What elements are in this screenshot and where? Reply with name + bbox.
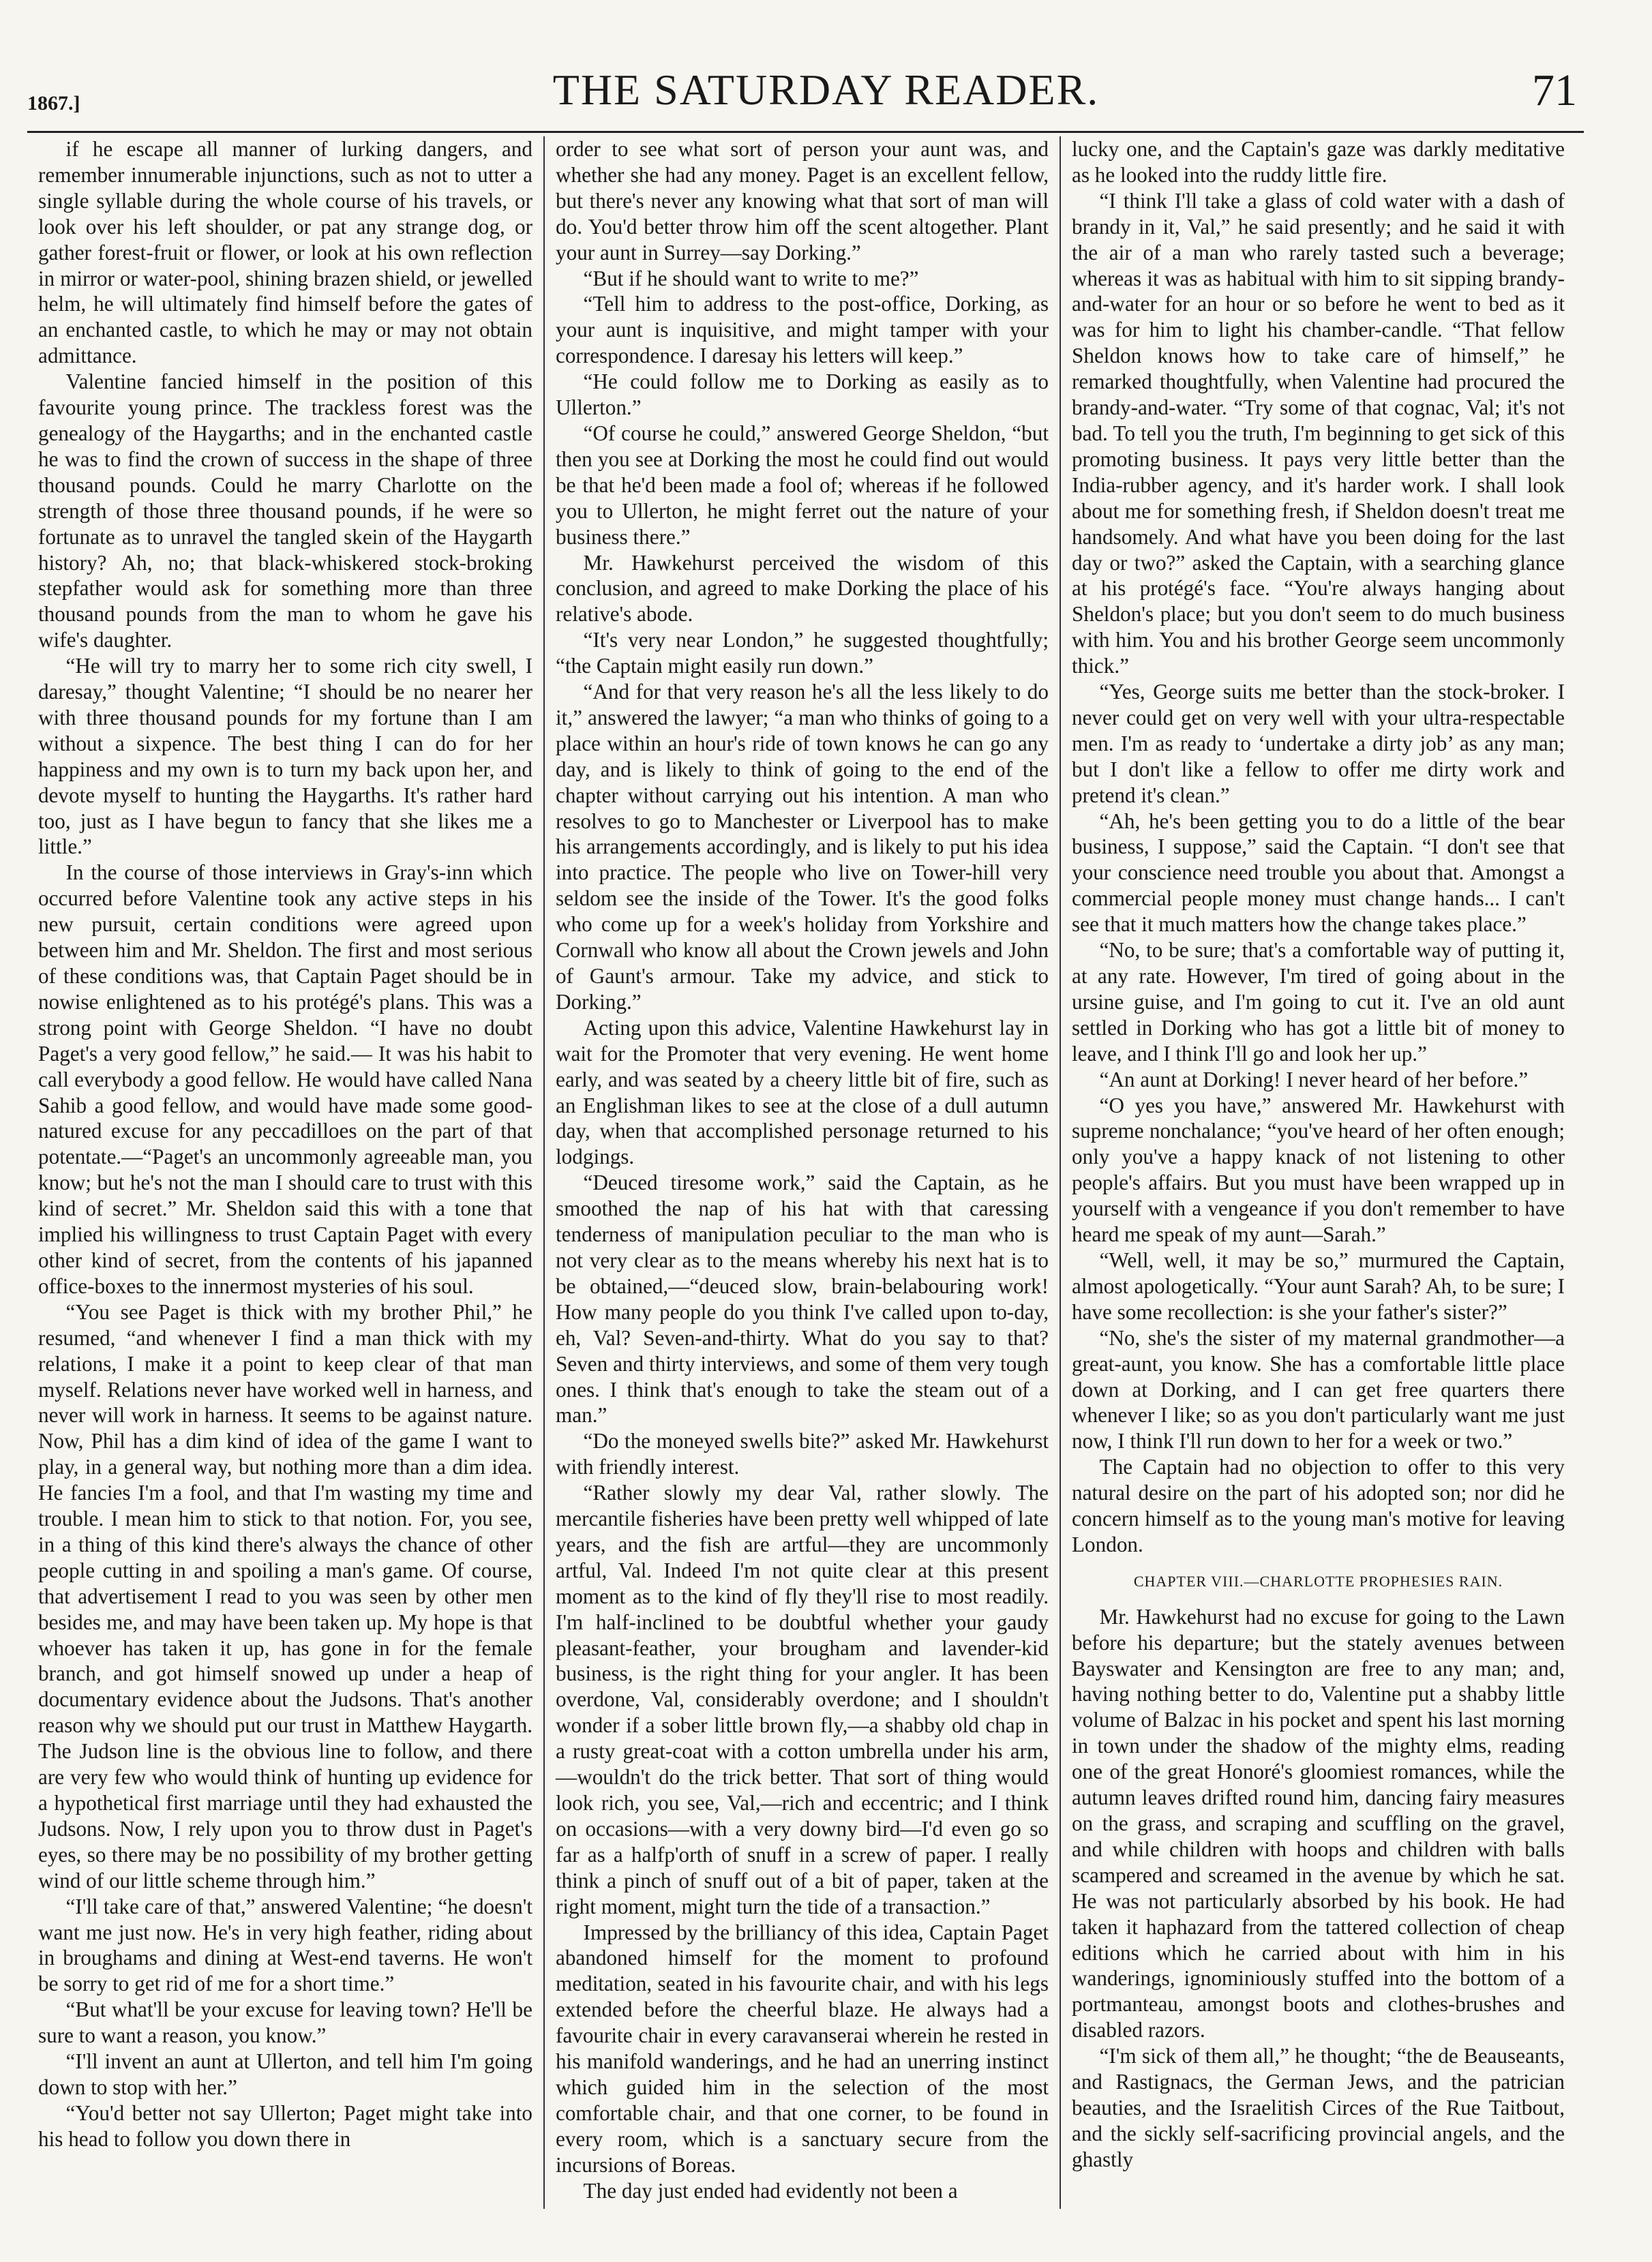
paragraph: lucky one, and the Captain's gaze was darkly meditative as he looked into the ruddy little fire. [1072, 137, 1565, 187]
paragraph: “But what'll be your excuse for leaving town? He'll be sure to want a reason, you know.” [38, 1997, 532, 2048]
header-year: 1867.] [27, 92, 80, 115]
paragraph: “I'll take care of that,” answered Valentine; “he doesn't want me just now. He's in very high feather, riding about in broughams and dining at West-end taverns. He won't be sorry to get rid of me for a short time.” [38, 1894, 532, 1996]
paragraph: In the course of those interviews in Gray's-inn which occurred before Valentine took any active steps in his new pursuit, certain conditions were agreed upon between him and Mr. Sheldon. The first and most serious of these conditions was, that Captain Paget should be in nowise enlightened as to his protégé's plans. This was a strong point with George Sheldon. “I have no doubt Paget's a very good fellow,” he said.— It was his habit to call everybody a good fellow. He would have called Nana Sahib a good fellow, and would have made some good-natured excuse for any peccadilloes on the part of that potentate.—“Paget's an uncommonly agreeable man, you know; but he's not the man I should care to trust with this kind of secret.” Mr. Sheldon said this with a tone that implied his willingness to trust Captain Paget with every other kind of secret, from the contents of his japanned office-boxes to the innermost mysteries of his soul. [38, 860, 532, 1298]
paragraph: “No, she's the sister of my maternal grandmother—a great-aunt, you know. She has a comfortable little place down at Dorking, and I can get free quarters there whenever I like; so as you don't particularly want me just now, I think I'll run down to her for a week or two.” [1072, 1325, 1565, 1453]
paragraph: “Yes, George suits me better than the stock-broker. I never could get on very well with your ultra-respectable men. I'm as ready to ‘undertake a dirty job’ as any man; but I don't like a fellow to offer me dirty work and pretend it's clean.” [1072, 680, 1565, 807]
column-3 [1060, 136, 1576, 2209]
paragraph: if he escape all manner of lurking dangers, and remember innumerable injunctions, such as not to utter a single syllable during the whole course of his travels, or look over his left shoulder, or pat any strange dog, or gather forest-fruit or flower, or look at his own reflection in mirror or water-pool, shining brazen shield, or jewelled helm, he will ultimately find himself before the gates of an enchanted castle, to which he may or may not obtain admittance. [38, 137, 532, 368]
paragraph: “It's very near London,” he suggested thoughtfully; “the Captain might easily run down.” [556, 628, 1049, 678]
paragraph: “Of course he could,” answered George Sheldon, “but then you see at Dorking the most he could find out would be that he'd been made a fool of; whereas if he followed you to Ullerton, he might ferret out the nature of your business there.” [556, 421, 1049, 549]
header-rule [27, 131, 1584, 133]
column-1 [27, 136, 543, 2209]
paragraph: The Captain had no objection to offer to this very natural desire on the part of his adopted son; nor did he concern himself as to the young man's motive for leaving London. [1072, 1455, 1565, 1556]
paragraph: “No, to be sure; that's a comfortable way of putting it, at any rate. However, I'm tired of going about in the ursine guise, and I'm going to cut it. I've an old aunt settled in Dorking who has got a little bit of money to leave, and I think I'll go and look her up.” [1072, 938, 1565, 1066]
paragraph: The day just ended had evidently not been a [583, 2178, 958, 2203]
paragraph: Mr. Hawkehurst had no excuse for going to the Lawn before his departure; but the stately avenues between Bayswater and Kensington are free to any man; and, having nothing better to do, Valentine put a shabby little volume of Balzac in his pocket and spent his last morning in town under the shadow of the mighty elms, reading one of the great Honoré's gloomiest romances, while the autumn leaves drifted round him, dancing fairy measures on the grass, and scraping and scuffling on the gravel, and while children with hoops and children with balls scampered and screamed in the avenue by which he sat. He was not particularly absorbed by his book. He had taken it haphazard from the tattered collection of cheap editions which he carried about with him in his wanderings, ignominiously stuffed into the bottom of a portmanteau, amongst boots and clothes-brushes and disabled razors. [1072, 1604, 1565, 2042]
publication-title: THE SATURDAY READER. [552, 65, 1100, 114]
paragraph: “I'm sick of them all,” he thought; “the de Beauseants, and Rastignacs, the German Jews, and the patrician beauties, and the Israelitish Circes of the Rue Taitbout, and the sickly self-sacrificing provincial angels, and the ghastly [1072, 2044, 1565, 2171]
paragraph: “You'd better not say Ullerton; Paget might take into his head to follow you down there in [38, 2100, 532, 2151]
paragraph: Mr. Hawkehurst perceived the wisdom of this conclusion, and agreed to make Dorking the place of his relative's abode. [556, 550, 1049, 627]
paragraph: “And for that very reason he's all the less likely to do it,” answered the lawyer; “a man who thinks of going to a place within an hour's ride of town knows he can go any day, and is likely to think of going to the end of the chapter without carrying out his intention. A man who resolves to go to Manchester or Liverpool has to make his arrangements accordingly, and is likely to put his idea into practice. The people who live on Tower-hill very seldom see the inside of the Tower. It's the good folks who come up for a week's holiday from Yorkshire and Cornwall who know all about the Crown jewels and John of Gaunt's armour. Take my advice, and stick to Dorking.” [556, 680, 1049, 1014]
paragraph: “Do the moneyed swells bite?” asked Mr. Hawkehurst with friendly interest. [556, 1429, 1049, 1479]
paragraph: “But if he should want to write to me?” [583, 266, 919, 290]
paragraph: “Deuced tiresome work,” said the Captain, as he smoothed the nap of his hat with that caressing tenderness of manipulation peculiar to the man who is not very clear as to the means whereby his next hat is to be obtained,—“deuced slow, brain-belabouring work! How many people do you think I've called upon to-day, eh, Val? Seven-and-thirty. What do you say to that? Seven and thirty interviews, and some of them very tough ones. I think that's enough to take the steam out of a man.” [556, 1171, 1049, 1428]
paragraph: “Well, well, it may be so,” murmured the Captain, almost apologetically. “Your aunt Sarah? Ah, to be sure; I have some recollection: is she your father's sister?” [1072, 1248, 1565, 1324]
paragraph: “I think I'll take a glass of cold water with a dash of brandy in it, Val,” he said presently; and he said it with the air of a man who rarely tasted such a beverage; whereas it was as habitual with him to sit sipping brandy-and-water for an hour or so before he went to bed as it was for him to light his chamber-candle. “That fellow Sheldon knows how to take care of himself,” he remarked thoughtfully, when Valentine had procured the brandy-and-water. “Try some of that cognac, Val; it's not bad. To tell you the truth, I'm beginning to get sick of this promoting business. It pays very little better than the India-rubber agency, and it's harder work. I shall look about me for something fresh, if Sheldon doesn't treat me handsomely. And what have you been doing for the last day or two?” asked the Captain, with a searching glance at his protégé's face. “You're always hanging about Sheldon's place; but you don't seem to do much business with him. You and his brother George seem uncommonly thick.” [1072, 188, 1565, 678]
column-2 [543, 136, 1060, 2209]
paragraph: “An aunt at Dorking! I never heard of her before.” [1099, 1067, 1529, 1091]
paragraph: “Rather slowly my dear Val, rather slowly. The mercantile fisheries have been pretty well whipped of late years, and the fish are artful—they are uncommonly artful, Val. Indeed I'm not quite clear at this present moment as to the kind of fly they'll rise to most readily. I'm half-inclined to be doubtful whether your gaudy pleasant-feather, your brougham and lavender-kid business, is the right thing for your angler. It has been overdone, Val, considerably overdone; and I shouldn't wonder if a sober little brown fly,—a shabby old chap in a rusty great-coat with a cotton umbrella under his arm,—wouldn't do the trick better. That sort of thing would look rich, you see, Val,—rich and eccentric; and I think on occasions—with a very downy bird—I'd even go so far as a halfp'orth of snuff in a screw of paper. I really think a pinch of snuff out of a bit of paper, taken at the right moment, might turn the tide of a transaction.” [556, 1481, 1049, 1918]
paragraph: “He will try to marry her to some rich city swell, I daresay,” thought Valentine; “I should be no nearer her with three thousand pounds for my fortune than I am without a sixpence. The best thing I can do for her happiness and my own is to turn my back upon her, and devote myself to hunting the Haygarths. It's rather hard too, just as I have begun to fancy that she likes me a little.” [38, 654, 532, 859]
paragraph: “I'll invent an aunt at Ullerton, and tell him I'm going down to stop with her.” [38, 2049, 532, 2099]
paragraph: “Ah, he's been getting you to do a little of the bear business, I suppose,” said the Captain. “I don't see that your conscience need trouble you about that. Amongst a commercial people money must change hands... I can't see that it much matters how the change takes place.” [1072, 809, 1565, 937]
paragraph: Impressed by the brilliancy of this idea, Captain Paget abandoned himself for the moment to profound meditation, seated in his favourite chair, and with his legs extended before the cheerful blaze. He always had a favourite chair in every caravanserai wherein he rested in his manifold wanderings, and he had an unerring instinct which guided him in the selection of the most comfortable chair, and that one corner, to be found in every room, which is a sanctuary secure from the incursions of Boreas. [556, 1920, 1049, 2177]
paragraph: order to see what sort of person your aunt was, and whether she had any money. Paget is an excellent fellow, but there's never any knowing what that sort of man will do. You'd better throw him off the scent altogether. Plant your aunt in Surrey—say Dorking.” [556, 137, 1049, 265]
page-number: 71 [1532, 65, 1577, 115]
paragraph: Acting upon this advice, Valentine Hawkehurst lay in wait for the Promoter that very evening. He went home early, and was seated by a cheery little bit of fire, such as an Englishman likes to see at the close of a dull autumn day, when that accomplished personage returned to his lodgings. [556, 1015, 1049, 1169]
page-header [27, 65, 1625, 126]
text-columns [27, 136, 1597, 2209]
paragraph: Valentine fancied himself in the position of this favourite young prince. The trackless forest was the genealogy of the Haygarths; and in the enchanted castle he was to find the crown of success in the shape of three thousand pounds. Could he marry Charlotte on the strength of those three thousand pounds, if he were so fortunate as to unravel the tangled skein of the Haygarth history? Ah, no; that black-whiskered stock-broking stepfather would ask for something more than three thousand pounds from the man to whom he gave his wife's daughter. [38, 370, 532, 652]
paragraph: “Tell him to address to the post-office, Dorking, as your aunt is inquisitive, and might tamper with your correspondence. I daresay his letters will keep.” [556, 292, 1049, 368]
paragraph: “O yes you have,” answered Mr. Hawkehurst with supreme nonchalance; “you've heard of her often enough; only you've a happy knack of not listening to other people's affairs. But you must have been wrapped up in yourself with a vengeance if you don't remember to have heard me speak of my aunt—Sarah.” [1072, 1093, 1565, 1247]
chapter-heading: CHAPTER VIII.—CHARLOTTE PROPHESIES RAIN. [1133, 1572, 1503, 1590]
paragraph: “You see Paget is thick with my brother Phil,” he resumed, “and whenever I find a man thick with my relations, I make it a point to keep clear of that man myself. Relations never have worked well in harness, and never will work in harness. It seems to be against nature. Now, Phil has a dim kind of idea of the game I want to play, in a general way, but nothing more than a dim idea. He fancies I'm a fool, and that I'm wasting my time and trouble. I mean him to stick to that notion. For, you see, in a thing of this kind there's always the chance of other people cutting in and spoiling a man's game. Of course, that advertisement I read to you was seen by other men besides me, and may have been taken up. My hope is that whoever has taken it up, has gone in for the female branch, and got himself snowed up under a heap of documentary evidence about the Judsons. That's another reason why we should put our trust in Matthew Haygarth. The Judson line is the obvious line to follow, and there are very few who would think of hunting up evidence for a hypothetical first marriage until they had exhausted the Judsons. Now, I rely upon you to throw dust in Paget's eyes, so there may be no possibility of my brother getting wind of our little scheme through him.” [38, 1299, 532, 1892]
paragraph: “He could follow me to Dorking as easily as to Ullerton.” [556, 370, 1049, 420]
